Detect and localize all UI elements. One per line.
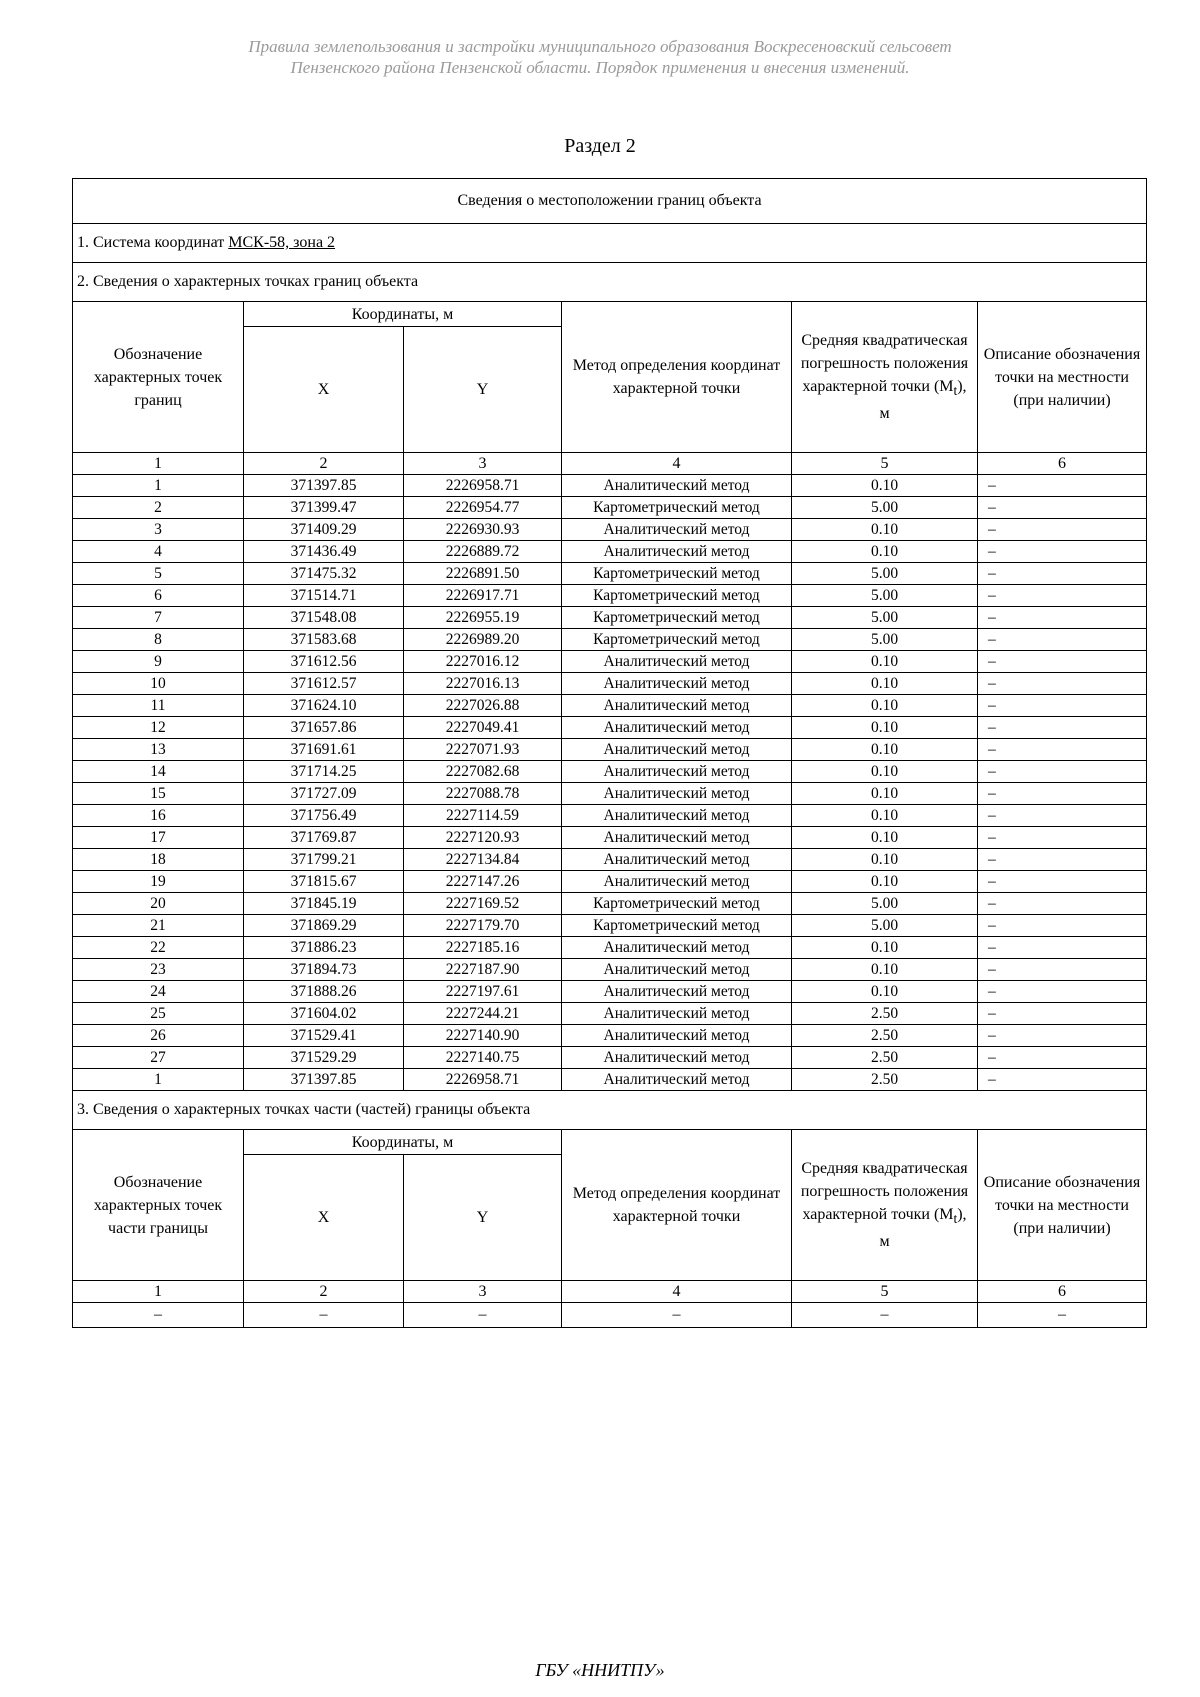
col-error-header: Средняя квадратическая погрешность положения характерной точки $(M_t)$, м: [792, 302, 978, 453]
cell-coord-x: 371529.41: [244, 1025, 404, 1047]
table-caption-row: [73, 179, 1147, 224]
cell-point-id: –: [73, 1303, 244, 1328]
cell-error: 0.10: [792, 871, 978, 893]
cell-description: –: [978, 695, 1147, 717]
cell-description: –: [978, 761, 1147, 783]
cell-point-id: 20: [73, 893, 244, 915]
cell-description: –: [978, 827, 1147, 849]
cell-coord-x: –: [244, 1303, 404, 1328]
cell-coord-x: 371624.10: [244, 695, 404, 717]
cell-description: –: [978, 871, 1147, 893]
cell-coord-y: 2227185.16: [404, 937, 562, 959]
cell-coord-y: 2227120.93: [404, 827, 562, 849]
cell-coord-x: 371657.86: [244, 717, 404, 739]
cell-error: 0.10: [792, 695, 978, 717]
cell-description: –: [978, 563, 1147, 585]
cell-error: 0.10: [792, 761, 978, 783]
cell-description: –: [978, 893, 1147, 915]
cell-method: Аналитический метод: [562, 937, 792, 959]
points-section-title: 2. Сведения о характерных точках границ объекта: [73, 263, 1147, 302]
cell-coord-x: 371886.23: [244, 937, 404, 959]
cell-point-id: 10: [73, 673, 244, 695]
cell-method: Аналитический метод: [562, 805, 792, 827]
cell-error: –: [792, 1303, 978, 1328]
cell-coord-y: 2227169.52: [404, 893, 562, 915]
cell-description: –: [978, 497, 1147, 519]
cell-description: –: [978, 519, 1147, 541]
cell-error: 0.10: [792, 849, 978, 871]
table-row: [73, 651, 1147, 673]
table-row: [73, 1047, 1147, 1069]
table-row: [73, 563, 1147, 585]
cell-description: –: [978, 959, 1147, 981]
cell-error: 0.10: [792, 475, 978, 497]
parts-col-x-header: X: [244, 1155, 404, 1281]
cell-coord-y: 2227114.59: [404, 805, 562, 827]
cell-method: Аналитический метод: [562, 475, 792, 497]
table-row: [73, 541, 1147, 563]
cell-coord-y: 2227016.12: [404, 651, 562, 673]
cell-method: Аналитический метод: [562, 1047, 792, 1069]
points-column-number: 2: [244, 453, 404, 475]
cell-method: Аналитический метод: [562, 761, 792, 783]
cell-point-id: 24: [73, 981, 244, 1003]
points-section-row: [73, 263, 1147, 302]
cell-coord-x: 371436.49: [244, 541, 404, 563]
cell-method: Аналитический метод: [562, 673, 792, 695]
col-y-header: Y: [404, 327, 562, 453]
cell-coord-x: 371714.25: [244, 761, 404, 783]
cell-error: 2.50: [792, 1003, 978, 1025]
cell-point-id: 3: [73, 519, 244, 541]
cell-method: Аналитический метод: [562, 981, 792, 1003]
cell-method: Картометрический метод: [562, 893, 792, 915]
col-coords-header: Координаты, м: [244, 302, 562, 327]
points-column-number: 5: [792, 453, 978, 475]
table-row: [73, 585, 1147, 607]
cell-point-id: 1: [73, 475, 244, 497]
coord-system-value: МСК-58, зона 2: [228, 234, 336, 251]
cell-coord-y: 2227140.90: [404, 1025, 562, 1047]
cell-method: Аналитический метод: [562, 849, 792, 871]
cell-coord-x: 371548.08: [244, 607, 404, 629]
cell-error: 5.00: [792, 893, 978, 915]
cell-error: 0.10: [792, 651, 978, 673]
parts-column-number: 4: [562, 1281, 792, 1303]
cell-error: 5.00: [792, 563, 978, 585]
cell-point-id: 14: [73, 761, 244, 783]
cell-coord-x: 371815.67: [244, 871, 404, 893]
cell-coord-x: 371769.87: [244, 827, 404, 849]
cell-coord-x: 371727.09: [244, 783, 404, 805]
parts-col-error-header: Средняя квадратическая погрешность положения характерной точки $(M_t)$, м: [792, 1130, 978, 1281]
cell-coord-y: –: [404, 1303, 562, 1328]
table-row: [73, 519, 1147, 541]
cell-method: Картометрический метод: [562, 629, 792, 651]
cell-coord-x: 371399.47: [244, 497, 404, 519]
cell-coord-y: 2227026.88: [404, 695, 562, 717]
cell-coord-x: 371845.19: [244, 893, 404, 915]
table-row: [73, 497, 1147, 519]
table-row: [73, 673, 1147, 695]
table-row: [73, 893, 1147, 915]
cell-method: Аналитический метод: [562, 519, 792, 541]
column-numbers-row: [73, 453, 1147, 475]
cell-point-id: 26: [73, 1025, 244, 1047]
cell-point-id: 9: [73, 651, 244, 673]
cell-method: Аналитический метод: [562, 541, 792, 563]
cell-coord-y: 2226958.71: [404, 475, 562, 497]
cell-description: –: [978, 937, 1147, 959]
cell-description: –: [978, 541, 1147, 563]
cell-coord-y: 2227016.13: [404, 673, 562, 695]
parts-column-number: 3: [404, 1281, 562, 1303]
cell-point-id: 17: [73, 827, 244, 849]
cell-coord-x: 371583.68: [244, 629, 404, 651]
parts-column-number: 6: [978, 1281, 1147, 1303]
cell-error: 5.00: [792, 607, 978, 629]
table-row: [73, 739, 1147, 761]
cell-coord-y: 2226891.50: [404, 563, 562, 585]
cell-point-id: 18: [73, 849, 244, 871]
cell-description: –: [978, 981, 1147, 1003]
cell-description: –: [978, 1047, 1147, 1069]
table-row: [73, 805, 1147, 827]
table-row: [73, 475, 1147, 497]
coord-system-label: 1. Система координат: [77, 234, 229, 251]
coord-system-row: [73, 224, 1147, 263]
cell-coord-x: 371397.85: [244, 1069, 404, 1091]
cell-coord-y: 2226954.77: [404, 497, 562, 519]
cell-point-id: 4: [73, 541, 244, 563]
cell-description: –: [978, 739, 1147, 761]
cell-point-id: 19: [73, 871, 244, 893]
document-header: [0, 36, 1200, 78]
cell-point-id: 7: [73, 607, 244, 629]
table-row: [73, 1003, 1147, 1025]
cell-error: 0.10: [792, 827, 978, 849]
table-row: [73, 849, 1147, 871]
cell-method: Аналитический метод: [562, 739, 792, 761]
cell-error: 0.10: [792, 739, 978, 761]
cell-coord-x: 371869.29: [244, 915, 404, 937]
cell-error: 0.10: [792, 805, 978, 827]
cell-description: –: [978, 783, 1147, 805]
cell-description: –: [978, 849, 1147, 871]
col-description-header: Описание обозначения точки на местности (при наличии): [978, 302, 1147, 453]
cell-point-id: 15: [73, 783, 244, 805]
cell-coord-y: 2227197.61: [404, 981, 562, 1003]
cell-coord-x: 371612.56: [244, 651, 404, 673]
cell-coord-y: 2227082.68: [404, 761, 562, 783]
table-row: [73, 827, 1147, 849]
cell-description: –: [978, 651, 1147, 673]
parts-col-coords-header: Координаты, м: [244, 1130, 562, 1155]
cell-point-id: 8: [73, 629, 244, 651]
cell-point-id: 27: [73, 1047, 244, 1069]
cell-coord-y: 2226930.93: [404, 519, 562, 541]
table-row: [73, 695, 1147, 717]
cell-method: Аналитический метод: [562, 695, 792, 717]
points-column-number: 6: [978, 453, 1147, 475]
cell-point-id: 25: [73, 1003, 244, 1025]
table-row: [73, 871, 1147, 893]
cell-coord-y: 2227147.26: [404, 871, 562, 893]
cell-coord-y: 2226989.20: [404, 629, 562, 651]
cell-method: Аналитический метод: [562, 717, 792, 739]
points-column-number: 1: [73, 453, 244, 475]
cell-error: 0.10: [792, 519, 978, 541]
cell-point-id: 22: [73, 937, 244, 959]
cell-error: 2.50: [792, 1047, 978, 1069]
cell-method: Аналитический метод: [562, 959, 792, 981]
cell-error: 0.10: [792, 981, 978, 1003]
cell-description: –: [978, 1069, 1147, 1091]
cell-description: –: [978, 1303, 1147, 1328]
header-line-1: Правила землепользования и застройки муниципального образования Воскресеновский сельсовет: [248, 37, 952, 56]
col-designation-header: Обозначение характерных точек границ: [73, 302, 244, 453]
cell-method: Аналитический метод: [562, 871, 792, 893]
cell-error: 5.00: [792, 585, 978, 607]
cell-description: –: [978, 915, 1147, 937]
cell-method: Картометрический метод: [562, 607, 792, 629]
table-row: [73, 959, 1147, 981]
points-header-row: [73, 302, 1147, 327]
cell-coord-x: 371691.61: [244, 739, 404, 761]
cell-coord-y: 2227179.70: [404, 915, 562, 937]
table-caption: Сведения о местоположении границ объекта: [73, 179, 1147, 224]
coord-system: [73, 224, 1147, 263]
cell-point-id: 16: [73, 805, 244, 827]
cell-error: 0.10: [792, 783, 978, 805]
cell-error: 5.00: [792, 497, 978, 519]
cell-error: 2.50: [792, 1025, 978, 1047]
cell-error: 5.00: [792, 915, 978, 937]
cell-point-id: 11: [73, 695, 244, 717]
table-row: [73, 915, 1147, 937]
parts-col-designation-header: Обозначение характерных точек части границы: [73, 1130, 244, 1281]
cell-coord-x: 371799.21: [244, 849, 404, 871]
cell-coord-x: 371475.32: [244, 563, 404, 585]
cell-coord-y: 2227187.90: [404, 959, 562, 981]
cell-method: Аналитический метод: [562, 1025, 792, 1047]
boundary-table: [72, 178, 1147, 1328]
parts-table-row: [73, 1303, 1147, 1328]
parts-column-numbers-row: [73, 1281, 1147, 1303]
cell-coord-x: 371529.29: [244, 1047, 404, 1069]
cell-coord-x: 371397.85: [244, 475, 404, 497]
cell-method: Аналитический метод: [562, 827, 792, 849]
parts-section-title: 3. Сведения о характерных точках части (частей) границы объекта: [73, 1091, 1147, 1130]
cell-coord-x: 371409.29: [244, 519, 404, 541]
cell-description: –: [978, 607, 1147, 629]
cell-description: –: [978, 805, 1147, 827]
cell-method: Картометрический метод: [562, 497, 792, 519]
cell-point-id: 21: [73, 915, 244, 937]
cell-description: –: [978, 585, 1147, 607]
cell-error: 0.10: [792, 541, 978, 563]
cell-description: –: [978, 673, 1147, 695]
cell-coord-x: 371514.71: [244, 585, 404, 607]
cell-point-id: 2: [73, 497, 244, 519]
section-title: Раздел 2: [564, 135, 636, 157]
cell-method: Картометрический метод: [562, 585, 792, 607]
cell-coord-x: 371604.02: [244, 1003, 404, 1025]
cell-error: 0.10: [792, 937, 978, 959]
cell-description: –: [978, 1025, 1147, 1047]
cell-coord-y: 2227049.41: [404, 717, 562, 739]
cell-description: –: [978, 1003, 1147, 1025]
cell-method: Аналитический метод: [562, 651, 792, 673]
cell-description: –: [978, 629, 1147, 651]
table-row: [73, 629, 1147, 651]
parts-header-row: [73, 1130, 1147, 1155]
cell-method: –: [562, 1303, 792, 1328]
table-row: [73, 783, 1147, 805]
cell-point-id: 12: [73, 717, 244, 739]
cell-coord-y: 2227134.84: [404, 849, 562, 871]
cell-point-id: 13: [73, 739, 244, 761]
table-row: [73, 717, 1147, 739]
parts-col-y-header: Y: [404, 1155, 562, 1281]
parts-col-method-header: Метод определения координат характерной точки: [562, 1130, 792, 1281]
cell-coord-y: 2227244.21: [404, 1003, 562, 1025]
parts-column-number: 5: [792, 1281, 978, 1303]
cell-coord-y: 2226958.71: [404, 1069, 562, 1091]
cell-coord-x: 371894.73: [244, 959, 404, 981]
cell-coord-y: 2226889.72: [404, 541, 562, 563]
cell-coord-y: 2226917.71: [404, 585, 562, 607]
document-footer: ГБУ «ННИТПУ»: [535, 1660, 665, 1680]
table-row: [73, 937, 1147, 959]
cell-point-id: 5: [73, 563, 244, 585]
table-row: [73, 1069, 1147, 1091]
cell-error: 5.00: [792, 629, 978, 651]
cell-point-id: 23: [73, 959, 244, 981]
cell-point-id: 6: [73, 585, 244, 607]
cell-method: Картометрический метод: [562, 563, 792, 585]
cell-error: 2.50: [792, 1069, 978, 1091]
cell-description: –: [978, 717, 1147, 739]
header-line-2: Пензенского района Пензенской области. Порядок применения и внесения изменений.: [290, 58, 910, 77]
cell-coord-y: 2227071.93: [404, 739, 562, 761]
table-row: [73, 981, 1147, 1003]
cell-point-id: 1: [73, 1069, 244, 1091]
cell-method: Аналитический метод: [562, 783, 792, 805]
cell-coord-y: 2226955.19: [404, 607, 562, 629]
cell-coord-x: 371888.26: [244, 981, 404, 1003]
col-x-header: X: [244, 327, 404, 453]
table-row: [73, 607, 1147, 629]
cell-coord-y: 2227140.75: [404, 1047, 562, 1069]
table-row: [73, 1025, 1147, 1047]
parts-col-description-header: Описание обозначения точки на местности (при наличии): [978, 1130, 1147, 1281]
parts-section-row: [73, 1091, 1147, 1130]
cell-description: –: [978, 475, 1147, 497]
col-method-header: Метод определения координат характерной точки: [562, 302, 792, 453]
table-row: [73, 761, 1147, 783]
points-column-number: 4: [562, 453, 792, 475]
cell-error: 0.10: [792, 673, 978, 695]
points-column-number: 3: [404, 453, 562, 475]
parts-column-number: 1: [73, 1281, 244, 1303]
cell-method: Картометрический метод: [562, 915, 792, 937]
parts-column-number: 2: [244, 1281, 404, 1303]
cell-coord-y: 2227088.78: [404, 783, 562, 805]
cell-coord-x: 371756.49: [244, 805, 404, 827]
cell-method: Аналитический метод: [562, 1069, 792, 1091]
cell-coord-x: 371612.57: [244, 673, 404, 695]
cell-error: 0.10: [792, 959, 978, 981]
cell-method: Аналитический метод: [562, 1003, 792, 1025]
cell-error: 0.10: [792, 717, 978, 739]
